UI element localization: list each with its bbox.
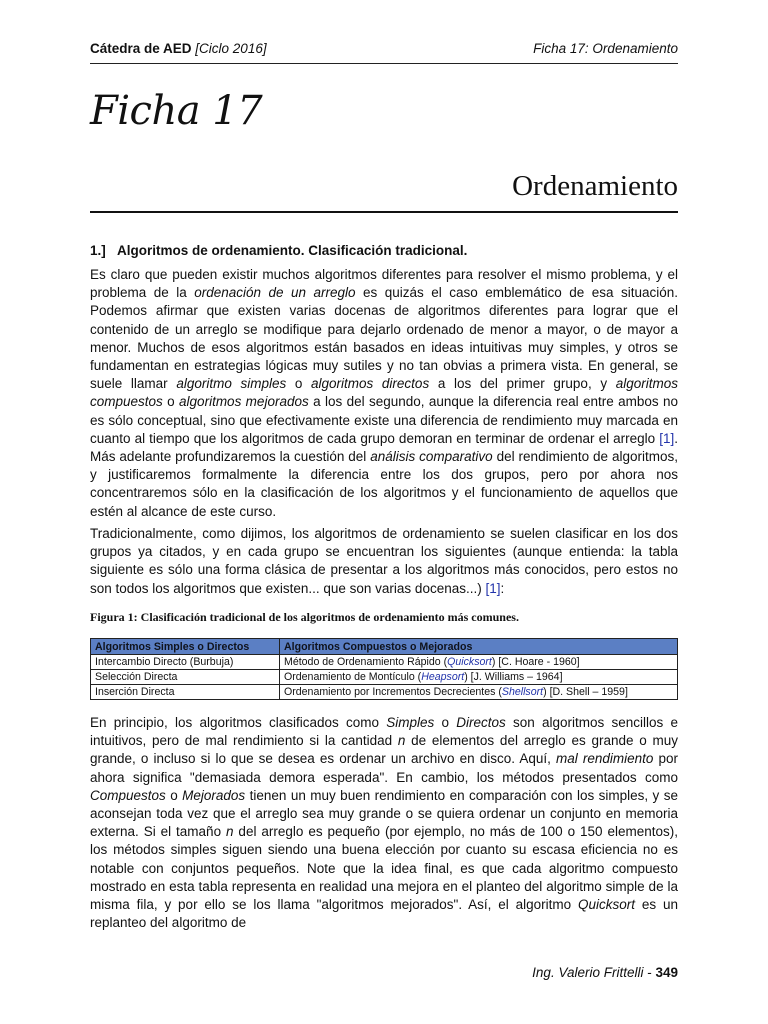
text-run: es un replanteo del algoritmo de — [90, 897, 679, 931]
text-run: tienen un muy buen rendimiento en comparación con los simples, y se aconsejan toda vez que el arreglo sea muy grande o se quiera ordenar un conjunto en memoria externa. Si el tamaño — [90, 787, 678, 840]
column-header-compound: Algoritmos Compuestos o Mejorados — [280, 639, 678, 655]
text-run: n — [397, 733, 406, 749]
text-run: a los del segundo, aunque la diferencia real entre ambos no es sólo conceptual, sino que efectivamente existe una diferencia de rendimiento muy marcada en cuanto al tiempo que los algoritmos de cada grupo demoran en terminar de ordenar el arreglo — [90, 394, 678, 446]
table-row — [91, 655, 678, 670]
column-header-simple: Algoritmos Simples o Directos — [91, 639, 280, 655]
title-rule — [90, 211, 678, 213]
paragraph-3 — [90, 714, 678, 932]
text-run: o — [162, 394, 180, 410]
text-run: ordenación de un arreglo — [194, 285, 356, 301]
cell-text: ) [J. Williams – 1964] — [464, 671, 563, 683]
footer-author: Ing. Valerio Frittelli — [532, 965, 644, 980]
paragraph-1 — [90, 266, 678, 521]
algorithm-name: Quicksort — [447, 656, 492, 668]
page-footer — [532, 965, 678, 980]
text-run: n — [226, 824, 234, 840]
section-number: 1.] — [90, 243, 106, 258]
cell-text: ) [D. Shell – 1959] — [543, 686, 628, 698]
paragraph-2 — [90, 525, 678, 598]
cell-text: Ordenamiento de Montículo ( — [284, 671, 422, 683]
table-row — [91, 685, 678, 700]
cell-compound — [280, 670, 678, 685]
cell-text: Método de Ordenamiento Rápido ( — [284, 656, 448, 668]
text-run: mal rendimiento — [555, 751, 654, 767]
header-cycle: [Ciclo 2016] — [195, 41, 267, 56]
text-run: En principio, los algoritmos clasificados como — [90, 715, 387, 730]
cell-simple: Selección Directa — [91, 670, 280, 685]
algorithm-name: Heapsort — [421, 671, 465, 683]
cell-simple: Inserción Directa — [91, 685, 280, 700]
text-run: o — [286, 376, 312, 392]
citation-link[interactable]: [1] — [485, 580, 501, 596]
footer-separator: - — [643, 965, 656, 980]
cell-text: ) [C. Hoare - 1960] — [491, 656, 580, 668]
text-run: : — [500, 580, 505, 596]
text-run: análisis comparativo — [370, 449, 493, 465]
text-run: algoritmos compuestos — [90, 376, 678, 410]
cell-compound — [280, 685, 678, 700]
page-number: 349 — [655, 965, 678, 980]
text-run: Simples — [386, 715, 435, 730]
text-run: algoritmo simples — [176, 376, 287, 392]
section-heading — [90, 243, 467, 258]
text-run: de elementos del arreglo es grande o muy grande, o incluso si lo que se desea es ordenar un archivo en disco. Aquí, — [90, 733, 679, 767]
text-run: Quicksort — [578, 897, 636, 913]
text-run: del rendimiento de algoritmos, y justificaremos formalmente la diferencia entre los dos grupos, pero por ahora nos concentraremos sólo en la clasificación de los algoritmos y el funcionamiento de aquellos que estén al alcance de este curso. — [90, 449, 678, 519]
text-run: algoritmos mejorados — [179, 394, 309, 410]
text-run: a los del primer grupo, y — [429, 376, 616, 392]
text-run: o — [165, 787, 183, 803]
running-header — [90, 41, 678, 61]
cell-compound — [280, 655, 678, 670]
table-header-row — [91, 639, 678, 655]
text-run: o — [434, 715, 457, 730]
header-chapter: Ficha 17: Ordenamiento — [533, 41, 678, 56]
text-run: Compuestos — [90, 787, 166, 803]
header-rule — [90, 63, 678, 64]
classification-table — [90, 638, 678, 700]
document-page — [90, 0, 678, 1024]
text-run: algoritmos directos — [311, 376, 430, 392]
header-course-name: Cátedra de AED — [90, 41, 192, 56]
text-run: Es claro que pueden existir muchos algoritmos diferentes para resolver el mismo problema, y el problema de la — [90, 267, 678, 301]
text-run: del arreglo es pequeño (por ejemplo, no más de 100 o 150 elementos), los métodos simples siguen siendo una buena elección por cuanto su escasa eficiencia no es notable con conjuntos pequeños. Note que la idea final, es que cada algoritmo compuesto mostrado en esta tabla representa en realidad una mejora en el planteo del algoritmo simple de la misma fila, y por ello se los llama "algoritmos mejorados". Así, el algoritmo — [90, 824, 678, 913]
page-subtitle: Ordenamiento — [512, 170, 678, 202]
table-row — [91, 670, 678, 685]
citation-link[interactable]: [1] — [659, 430, 675, 446]
page-title: Ficha 17 — [90, 88, 263, 134]
text-run: Tradicionalmente, como dijimos, los algoritmos de ordenamiento se suelen clasificar en los dos grupos ya citados, y en cada grupo se encuentran los siguientes (aunque entienda: la tabla siguiente es sólo una forma clásica de presentar a los algoritmos más conocidos, pero estos no son todos los algoritmos que existen... que son varias docenas...) — [90, 526, 678, 596]
algorithm-name: Shellsort — [501, 686, 544, 698]
section-title: Algoritmos de ordenamiento. Clasificación tradicional. — [117, 243, 468, 258]
figure-caption: Figura 1: Clasificación tradicional de los algoritmos de ordenamiento más comunes. — [90, 610, 519, 624]
text-run: Mejorados — [182, 787, 246, 803]
text-run: son algoritmos sencillos e intuitivos, pero de mal rendimiento si la cantidad — [90, 715, 678, 749]
text-run: Directos — [456, 715, 506, 730]
text-run: es quizás el caso emblemático de esa situación. Podemos afirmar que existen varias docenas de algoritmos diferentes para lograr que el contenido de un arreglo se modifique para dejarlo ordenado de menor a mayor, o de mayor a menor. Muchos de esos algoritmos están basados en ideas intuitivas muy simples, y otros se fundamentan en estrategias lógicas muy sutiles y no tan obvias a primera vista. En general, se suele llamar — [90, 285, 679, 392]
text-run: . Más adelante profundizaremos la cuestión del — [90, 430, 678, 465]
header-course — [90, 41, 267, 56]
text-run: por ahora significa "demasiada demora esperada". En cambio, los métodos presentados como — [90, 751, 678, 785]
cell-simple: Intercambio Directo (Burbuja) — [91, 655, 280, 670]
cell-text: Ordenamiento por Incrementos Decrecientes ( — [284, 686, 502, 698]
